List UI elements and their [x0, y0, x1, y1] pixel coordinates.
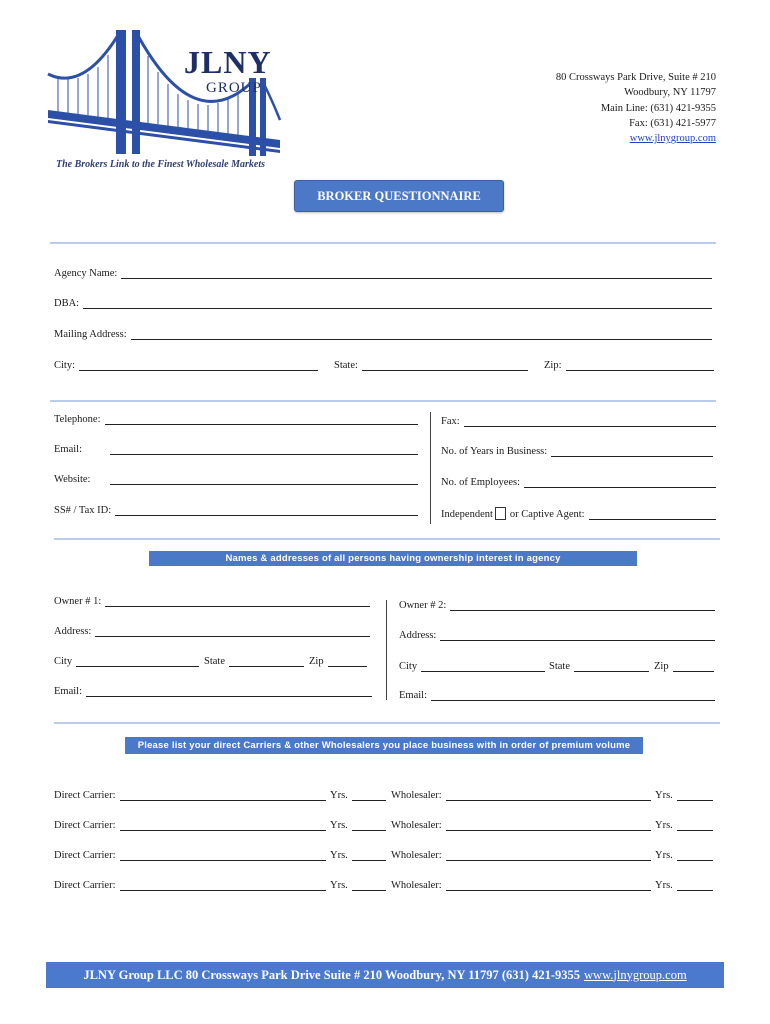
website-field[interactable]: [54, 474, 418, 485]
wholesaler-label: Wholesaler:: [391, 850, 442, 861]
ownership-banner: Names & addresses of all persons having ownership interest in agency: [149, 551, 637, 566]
mailing-address-label: Mailing Address:: [54, 329, 127, 340]
website-link[interactable]: www.jlnygroup.com: [629, 133, 716, 145]
owner-2-city-label: City: [399, 661, 418, 672]
owner-2-address-label: Address:: [399, 630, 437, 641]
wholesaler-field-4[interactable]: [391, 880, 651, 891]
website-label: Website:: [54, 474, 91, 485]
independent-label: Independent: [441, 509, 493, 520]
wholesaler-label: Wholesaler:: [391, 820, 442, 831]
zip-label: Zip:: [544, 360, 562, 371]
wholesaler-yrs-label: Yrs.: [655, 880, 673, 891]
direct-carrier-label: Direct Carrier:: [54, 820, 116, 831]
city-label: City:: [54, 360, 76, 371]
wholesaler-years-field-1[interactable]: [655, 790, 713, 801]
owner-1-label: Owner # 1:: [54, 596, 102, 607]
wholesaler-years-field-4[interactable]: [655, 880, 713, 891]
main-phone: Main Line: (631) 421-9355: [600, 102, 716, 114]
email-field[interactable]: [54, 444, 418, 455]
carrier-yrs-label: Yrs.: [330, 850, 348, 861]
state-label: State:: [334, 360, 358, 371]
carrier-yrs-label: Yrs.: [330, 790, 348, 801]
carrier-yrs-label: Yrs.: [330, 820, 348, 831]
column-separator: [430, 412, 431, 524]
dba-field[interactable]: [54, 298, 712, 309]
independent-checkbox[interactable]: [495, 507, 506, 520]
wholesaler-field-1[interactable]: [391, 790, 651, 801]
ss-tax-id-field[interactable]: [54, 505, 418, 516]
address-line-1: 80 Crossways Park Drive, Suite # 210: [555, 72, 716, 83]
fax-field[interactable]: [441, 416, 716, 427]
employees-label: No. of Employees:: [441, 477, 521, 488]
carriers-banner: Please list your direct Carriers & other Wholesalers you place business with in order of premium volume: [125, 737, 643, 754]
divider: [54, 538, 720, 540]
owner-1-zip-label: Zip: [309, 656, 324, 667]
owner-2-state-field[interactable]: [549, 661, 649, 672]
city-field[interactable]: [54, 360, 318, 371]
direct-carrier-label: Direct Carrier:: [54, 880, 116, 891]
owner-1-state-label: State: [204, 656, 225, 667]
carrier-years-field-4[interactable]: [330, 880, 386, 891]
wholesaler-years-field-3[interactable]: [655, 850, 713, 861]
telephone-field[interactable]: [54, 414, 418, 425]
owner-1-state-field[interactable]: [204, 656, 304, 667]
owner-2-email-field[interactable]: [399, 690, 715, 701]
footer: [46, 962, 724, 988]
owner-1-name-field[interactable]: [54, 596, 370, 607]
fax-number: Fax: (631) 421-5977: [629, 117, 716, 129]
owner-2-address-field[interactable]: [399, 630, 715, 641]
logo-subtext: GROUP: [206, 80, 262, 96]
direct-carrier-label: Direct Carrier:: [54, 850, 116, 861]
owner-2-city-field[interactable]: [399, 661, 545, 672]
agent-type-field[interactable]: [441, 507, 716, 520]
captive-agent-label: or Captive Agent:: [509, 509, 585, 520]
owner-1-address-field[interactable]: [54, 626, 370, 637]
wholesaler-label: Wholesaler:: [391, 880, 442, 891]
wholesaler-label: Wholesaler:: [391, 790, 442, 801]
owner-1-email-field[interactable]: [54, 686, 372, 697]
wholesaler-years-field-2[interactable]: [655, 820, 713, 831]
fax-label: Fax:: [441, 416, 460, 427]
years-in-business-label: No. of Years in Business:: [441, 446, 548, 457]
owner-1-zip-field[interactable]: [309, 656, 367, 667]
address-line-2: Woodbury, NY 11797: [624, 87, 716, 99]
owner-2-email-label: Email:: [399, 690, 427, 701]
direct-carrier-field-2[interactable]: [54, 820, 326, 831]
company-address: [556, 70, 716, 146]
carrier-yrs-label: Yrs.: [330, 880, 348, 891]
footer-website-link[interactable]: www.jlnygroup.com: [584, 967, 687, 982]
ss-tax-id-label: SS# / Tax ID:: [54, 505, 112, 516]
direct-carrier-label: Direct Carrier:: [54, 790, 116, 801]
owner-1-email-label: Email:: [54, 686, 82, 697]
wholesaler-field-3[interactable]: [391, 850, 651, 861]
direct-carrier-field-4[interactable]: [54, 880, 326, 891]
carrier-years-field-2[interactable]: [330, 820, 386, 831]
years-in-business-field[interactable]: [441, 446, 713, 457]
divider: [54, 722, 720, 724]
wholesaler-field-2[interactable]: [391, 820, 651, 831]
telephone-label: Telephone:: [54, 414, 101, 425]
divider: [50, 242, 716, 244]
agency-name-label: Agency Name:: [54, 268, 118, 279]
footer-text: JLNY Group LLC 80 Crossways Park Drive Suite # 210 Woodbury, NY 11797 (631) 421-9355: [83, 967, 581, 982]
email-label: Email:: [54, 444, 82, 455]
direct-carrier-field-1[interactable]: [54, 790, 326, 801]
agency-name-field[interactable]: [54, 268, 712, 279]
carrier-years-field-1[interactable]: [330, 790, 386, 801]
owner-1-city-field[interactable]: [54, 656, 199, 667]
column-separator: [386, 600, 387, 700]
carrier-years-field-3[interactable]: [330, 850, 386, 861]
state-field[interactable]: [334, 360, 528, 371]
owner-2-zip-field[interactable]: [654, 661, 714, 672]
zip-field[interactable]: [544, 360, 714, 371]
logo-wordmark: JLNY: [184, 44, 272, 80]
logo-tagline: The Brokers Link to the Finest Wholesale Markets: [56, 159, 266, 170]
wholesaler-yrs-label: Yrs.: [655, 790, 673, 801]
owner-2-name-field[interactable]: [399, 600, 715, 611]
wholesaler-yrs-label: Yrs.: [655, 820, 673, 831]
owner-1-address-label: Address:: [54, 626, 92, 637]
mailing-address-field[interactable]: [54, 329, 712, 340]
owner-2-state-label: State: [549, 661, 570, 672]
owner-2-zip-label: Zip: [654, 661, 669, 672]
direct-carrier-field-3[interactable]: [54, 850, 326, 861]
wholesaler-yrs-label: Yrs.: [655, 850, 673, 861]
page-title: BROKER QUESTIONNAIRE: [294, 180, 504, 212]
dba-label: DBA:: [54, 298, 80, 309]
owner-1-city-label: City: [54, 656, 73, 667]
divider: [50, 400, 716, 402]
owner-2-label: Owner # 2:: [399, 600, 447, 611]
employees-field[interactable]: [441, 477, 716, 488]
